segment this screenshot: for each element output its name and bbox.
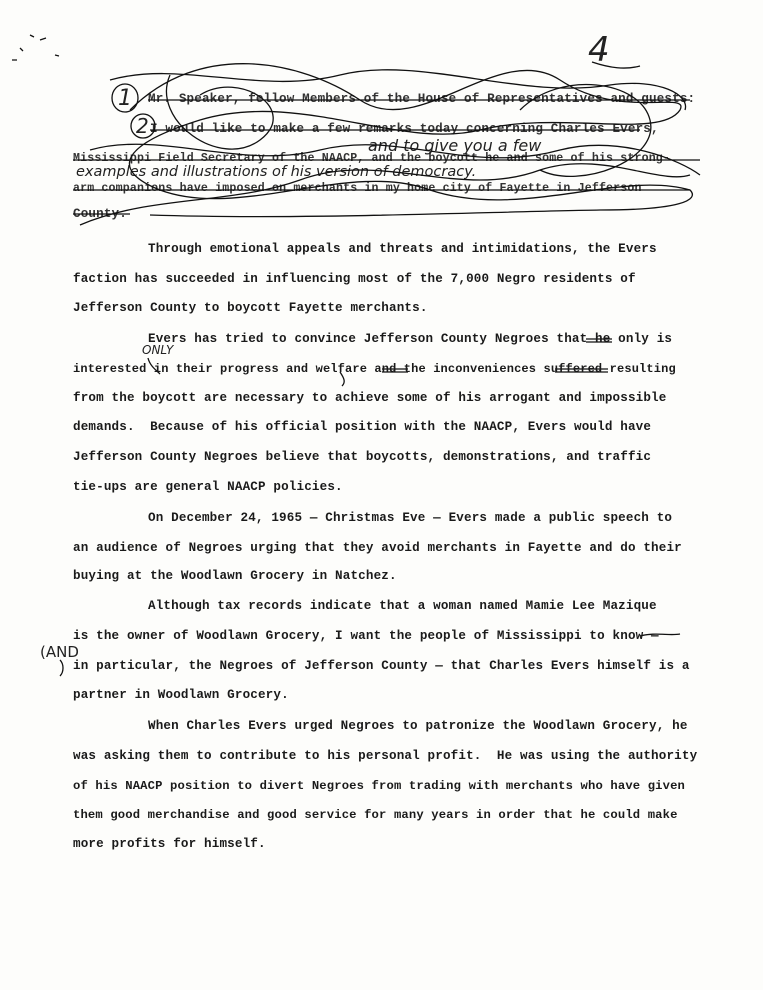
handwritten-paragraph-mark-1: 1 xyxy=(118,86,132,111)
body-line-1: Through emotional appeals and threats and intimidations, the Evers xyxy=(148,242,657,256)
body-line-6: from the boycott are necessary to achieve some of his arrogant and impossible xyxy=(73,391,667,405)
body-line-7: demands. Because of his official position with the NAACP, Evers would have xyxy=(73,420,652,434)
body-line-12: buying at the Woodlawn Grocery in Natchez. xyxy=(73,569,397,583)
handwritten-page-number: 4 xyxy=(588,30,610,70)
body-line-10: On December 24, 1965 — Christmas Eve — Evers made a public speech to xyxy=(148,511,673,525)
body-line-14: is the owner of Woodlawn Grocery, I want the people of Mississippi to know — xyxy=(73,629,659,643)
handwritten-insert-line-2: examples and illustrations of his version of democracy. xyxy=(76,164,477,180)
body-line-15: in particular, the Negroes of Jefferson County — that Charles Evers himself is a xyxy=(73,659,690,673)
body-line-21: more profits for himself. xyxy=(73,837,266,851)
body-line-18: was asking them to contribute to his personal profit. He was using the authority xyxy=(73,749,698,763)
handwritten-paragraph-mark-2: 2 xyxy=(136,114,149,138)
body-line-2: faction has succeeded in influencing most of the 7,000 Negro residents of xyxy=(73,272,636,286)
body-line-19: of his NAACP position to divert Negroes from trading with merchants who have given xyxy=(73,779,686,793)
body-line-4: Evers has tried to convince Jefferson County Negroes that he only is xyxy=(148,332,673,346)
handwritten-only-insert: ONLY xyxy=(142,343,174,357)
body-line-13: Although tax records indicate that a woman named Mamie Lee Mazique xyxy=(148,599,657,613)
body-line-17: When Charles Evers urged Negroes to patronize the Woodlawn Grocery, he xyxy=(148,719,688,733)
body-line-8: Jefferson County Negroes believe that boycotts, demonstrations, and traffic xyxy=(73,450,652,464)
header-line-5: County. xyxy=(73,207,127,221)
body-line-20: them good merchandise and good service for many years in order that he could make xyxy=(73,808,678,822)
header-line-2: I would like to make a few remarks today concerning Charles Evers, xyxy=(150,122,659,136)
handwritten-insert-line-1: and to give you a few xyxy=(368,136,542,155)
body-line-11: an audience of Negroes urging that they avoid merchants in Fayette and do their xyxy=(73,541,682,555)
body-line-5: interested in their progress and welfare and the inconveniences suffered resulting xyxy=(73,362,676,376)
header-line-4: arm companions have imposed on merchants in my home city of Fayette in Jefferson xyxy=(73,182,642,195)
header-line-1: Mr. Speaker, fellow Members of the House of Representatives and guests: xyxy=(148,92,696,106)
body-line-3: Jefferson County to boycott Fayette merchants. xyxy=(73,301,428,315)
body-line-16: partner in Woodlawn Grocery. xyxy=(73,688,289,702)
body-line-9: tie-ups are general NAACP policies. xyxy=(73,480,343,494)
header-line-3: Mississippi Field Secretary of the NAACP, and the boycott he and some of his strong- xyxy=(73,152,671,165)
handwritten-and-insert: (AND xyxy=(40,643,79,661)
